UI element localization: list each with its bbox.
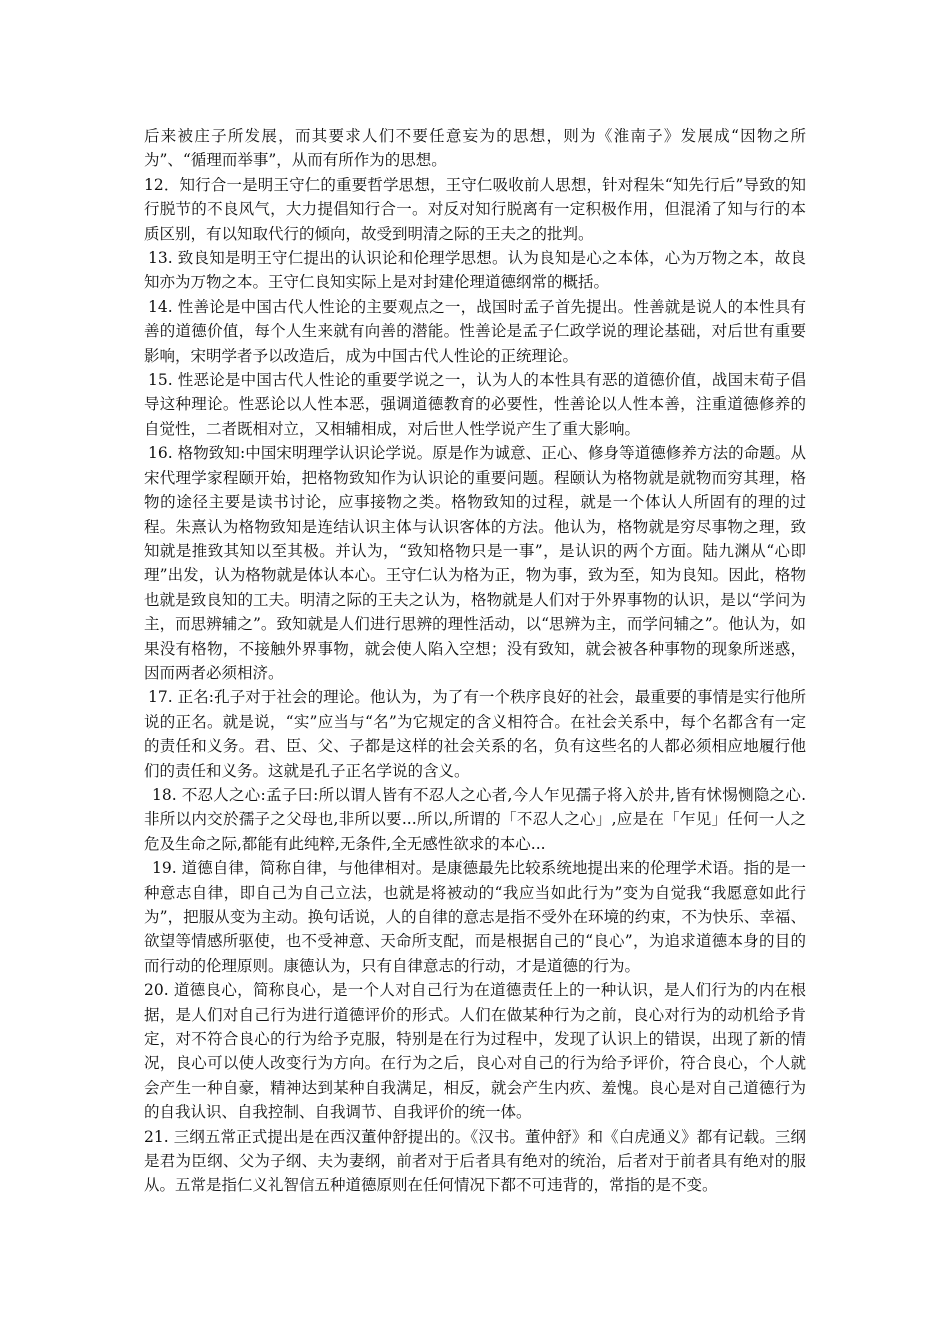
paragraph-16-gewuzhizhi: 16. 格物致知:中国宋明理学认识论学说。原是作为诚意、正心、修身等道德修养方法的命题。从宋代理学家程颐开始，把格物致知作为认识论的重要问题。程颐认为格物就是就物而穷其理，格物的途径主要是读书讨论，应事接物之类。格物致知的过程，就是一个体认人所固有的理的过程。朱熹认为格物致知是连结认识主体与认识客体的方法。他认为，格物就是穷尽事物之理，致知就是推致其知以至其极。并认为，“致知格物只是一事”，是认识的两个方面。陆九渊从“心即理”出发，认为格物就是体认本心。王守仁认为格为正，物为事，致为至，知为良知。因此，格物也就是致良知的工夫。明清之际的王夫之认为，格物就是人们对于外界事物的认识，是以“学问为主，而思辨辅之”。致知就是人们进行思辨的理性活动，以“思辨为主，而学问辅之”。他认为，如果没有格物，不接触外界事物，就会使人陷入空想；没有致知，就会被各种事物的现象所迷惑，因而两者必须相济。 [144, 444, 806, 682]
paragraph-13-zhiliangzhi: 13. 致良知是明王守仁提出的认识论和伦理学思想。认为良知是心之本体，心为万物之本，故良知亦为万物之本。王守仁良知实际上是对封建伦理道德纲常的概括。 [144, 249, 806, 292]
paragraph-19-daodezilv: 19. 道德自律，简称自律，与他律相对。是康德最先比较系统地提出来的伦理学术语。指的是一种意志自律，即自己为自己立法，也就是将被动的“我应当如此行为”变为自觉我“我愿意如此行为”，把服从变为主动。换句话说，人的自律的意志是指不受外在环境的约束，不为快乐、幸福、欲望等情感所驱使，也不受神意、天命所支配，而是根据自己的“良心”，为追求道德本身的目的而行动的伦理原则。康德认为，只有自律意志的行动，才是道德的行为。 [144, 859, 806, 975]
document-body [144, 124, 806, 1198]
paragraph-14-xingshanlun: 14. 性善论是中国古代人性论的主要观点之一，战国时孟子首先提出。性善就是说人的本性具有善的道德价值，每个人生来就有向善的潜能。性善论是孟子仁政学说的理论基础，对后世有重要影响，宋明学者予以改造后，成为中国古代人性论的正统理论。 [144, 297, 806, 365]
paragraph-20-daodeliangxin: 20. 道德良心，简称良心，是一个人对自己行为在道德责任上的一种认识，是人们行为的内在根据，是人们对自己行为进行道德评价的形式。人们在做某种行为之前，良心对行为的动机给予肯定，对不符合良心的行为给予克服，特别是在行为过程中，发现了认识上的错误，出现了新的情况，良心可以使人改变行为方向。在行为之后，良心对自己的行为给予评价，符合良心，个人就会产生一种自豪，精神达到某种自我满足，相反，就会产生内疚、羞愧。良心是对自己道德行为的自我认识、自我控制、自我调节、自我评价的统一体。 [144, 981, 806, 1122]
paragraph-continuation: 后来被庄子所发展，而其要求人们不要任意妄为的思想，则为《淮南子》发展成“因物之所为”、“循理而举事”，从而有所作为的思想。 [144, 127, 806, 170]
paragraph-15-xingelun: 15. 性恶论是中国古代人性论的重要学说之一，认为人的本性具有恶的道德价值，战国末荀子倡导这种理论。性恶论以人性本恶，强调道德教育的必要性，性善论以人性本善，注重道德修养的自觉性，二者既相对立，又相辅相成，对后世人性学说产生了重大影响。 [144, 371, 806, 438]
paragraph-12-zhixingheyi: 12．知行合一是明王守仁的重要哲学思想，王守仁吸收前人思想，针对程朱“知先行后”导致的知行脱节的不良风气，大力提倡知行合一。对反对知行脱离有一定积极作用，但混淆了知与行的本质区别，有以知取代行的倾向，故受到明清之际的王夫之的批判。 [144, 175, 806, 243]
paragraph-17-zhengming: 17. 正名:孔子对于社会的理论。他认为，为了有一个秩序良好的社会，最重要的事情是实行他所说的正名。就是说，“实”应当与“名”为它规定的含义相符合。在社会关系中，每个名都含有一定的责任和义务。君、臣、父、子都是这样的社会关系的名，负有这些名的人都必须相应地履行他们的责任和义务。这就是孔子正名学说的含义。 [144, 688, 806, 780]
paragraph-18-burenrenzhixin: 18. 不忍人之心:孟子曰:所以谓人皆有不忍人之心者,今人乍见孺子将入於井,皆有怵惕恻隐之心.非所以内交於孺子之父母也,非所以要...所以,所谓的「不忍人之心」,应是在「乍见」任何一人之危及生命之际,都能有此纯粹,无条件,全无感性欲求的本心... [144, 785, 806, 853]
paragraph-21-sangangwuchang: 21. 三纲五常正式提出是在西汉董仲舒提出的。《汉书。董仲舒》和《白虎通义》都有记载。三纲是君为臣纲、父为子纲、夫为妻纲，前者对于后者具有绝对的统治，后者对于前者具有绝对的服从。五常是指仁义礼智信五种道德原则在任何情况下都不可违背的，常指的是不变。 [144, 1127, 806, 1195]
